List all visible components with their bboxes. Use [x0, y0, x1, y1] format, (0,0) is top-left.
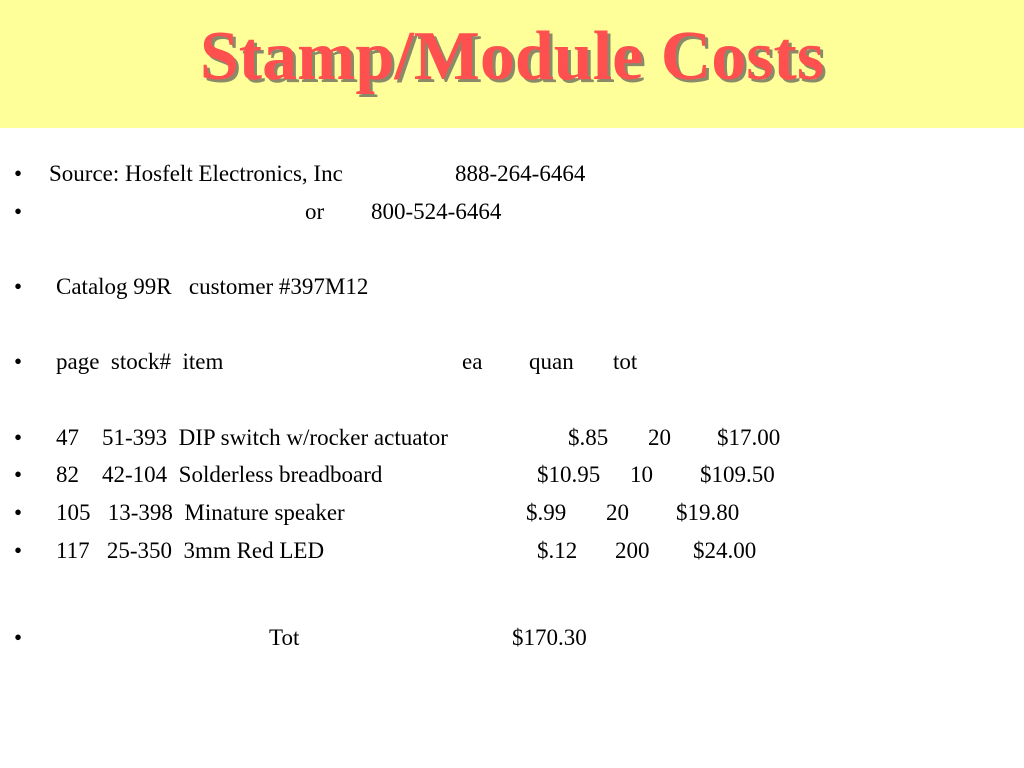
item-total: $109.50: [700, 462, 775, 487]
item-each-price: $.12: [537, 538, 578, 563]
source-phone-2: 800-524-6464: [371, 199, 502, 224]
item-description: 105 13-398 Minature speaker: [56, 500, 345, 525]
bullet: •: [14, 500, 23, 525]
catalog-text: Catalog 99R customer #397M12: [56, 274, 369, 299]
item-total: $19.80: [676, 500, 740, 525]
item-total: $24.00: [693, 538, 757, 563]
title-band: [0, 0, 1024, 128]
total-label: Tot: [269, 625, 300, 650]
source-phone-1: 888-264-6464: [455, 161, 586, 186]
bullet: •: [14, 349, 23, 374]
item-description: 82 42-104 Solderless breadboard: [56, 462, 383, 487]
header-tot: tot: [613, 349, 638, 374]
item-description: 117 25-350 3mm Red LED: [56, 538, 325, 563]
slide-title: Stamp/Module Costs: [199, 18, 825, 95]
item-each-price: $10.95: [537, 462, 601, 487]
item-quantity: 20: [606, 500, 629, 525]
total-value: $170.30: [512, 625, 587, 650]
bullet: •: [14, 425, 23, 450]
or-label: or: [305, 199, 325, 224]
bullet: •: [14, 462, 23, 487]
bullet: •: [14, 199, 23, 224]
bullet: •: [14, 625, 23, 650]
item-quantity: 10: [630, 462, 653, 487]
item-description: 47 51-393 DIP switch w/rocker actuator: [56, 425, 448, 450]
header-quan: quan: [529, 349, 574, 374]
header-ea: ea: [462, 349, 483, 374]
item-quantity: 20: [648, 425, 671, 450]
item-each-price: $.99: [526, 500, 567, 525]
bullet: •: [14, 538, 23, 563]
bullet: •: [14, 274, 23, 299]
bullet: •: [14, 161, 23, 186]
header-columns: page stock# item: [56, 349, 224, 374]
source-label: Source: Hosfelt Electronics, Inc: [49, 161, 343, 186]
item-quantity: 200: [615, 538, 650, 563]
item-total: $17.00: [717, 425, 781, 450]
item-each-price: $.85: [568, 425, 609, 450]
